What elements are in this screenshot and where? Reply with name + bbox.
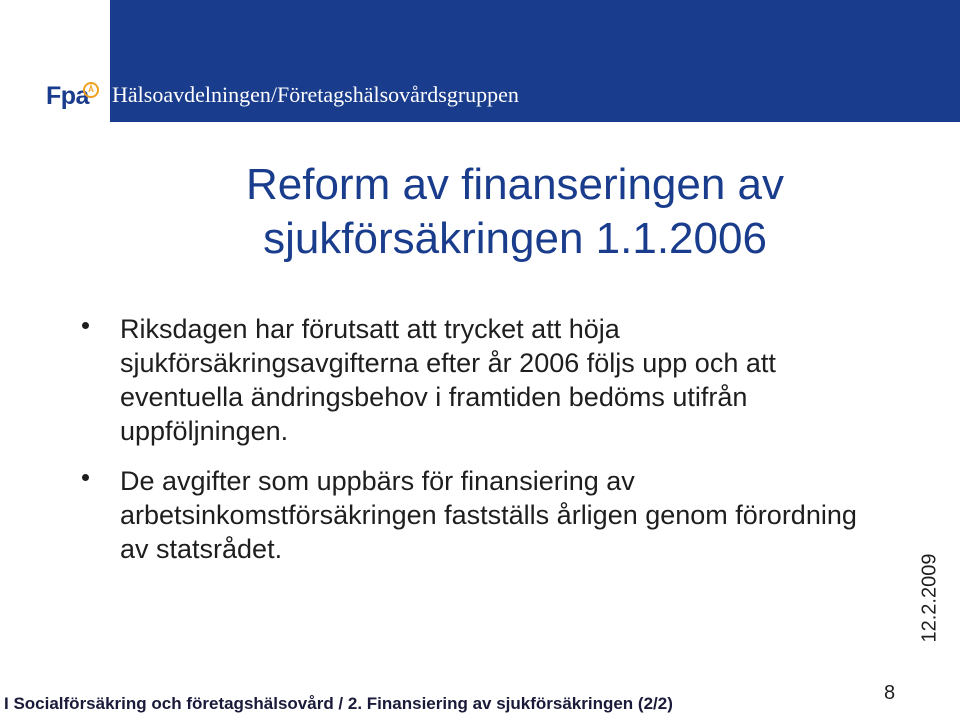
page-number: 8 <box>884 682 896 704</box>
bullet-text: Riksdagen har förutsatt att trycket att höja sjukförsäkringsavgifterna efter år 2006 följs upp och att eventuella ändringsbehov i framtiden bedöms utifrån uppföljningen. <box>120 314 776 446</box>
slide-title-line-2: sjukförsäkringen 1.1.2006 <box>263 214 767 263</box>
logo-mark-icon: Å <box>83 82 99 98</box>
bullet-dot-icon <box>82 474 89 481</box>
bullet-text: De avgifter som uppbärs för finansiering av arbetsinkomstförsäkringen fastställs årligen genom förordning av statsrådet. <box>120 466 857 564</box>
bullet-dot-icon <box>82 322 89 329</box>
bullet-item <box>80 312 870 448</box>
bullet-item <box>80 464 870 566</box>
fpa-logo <box>46 82 94 118</box>
slide-title <box>165 158 865 266</box>
slide-title-line-1: Reform av finanseringen av <box>245 160 785 209</box>
footer-course-title: I Socialförsäkring och företagshälsovård / 2. Finansiering av sjukförsäkringen (2/2) <box>4 694 673 713</box>
logo-text: Fpa <box>46 82 89 110</box>
department-name: Hälsoavdelningen/Företagshälsovårdsgruppen <box>112 82 519 107</box>
bullet-list <box>80 312 870 582</box>
slide-date <box>900 548 960 648</box>
slide-date-text: 12.2.2009 <box>918 553 941 643</box>
